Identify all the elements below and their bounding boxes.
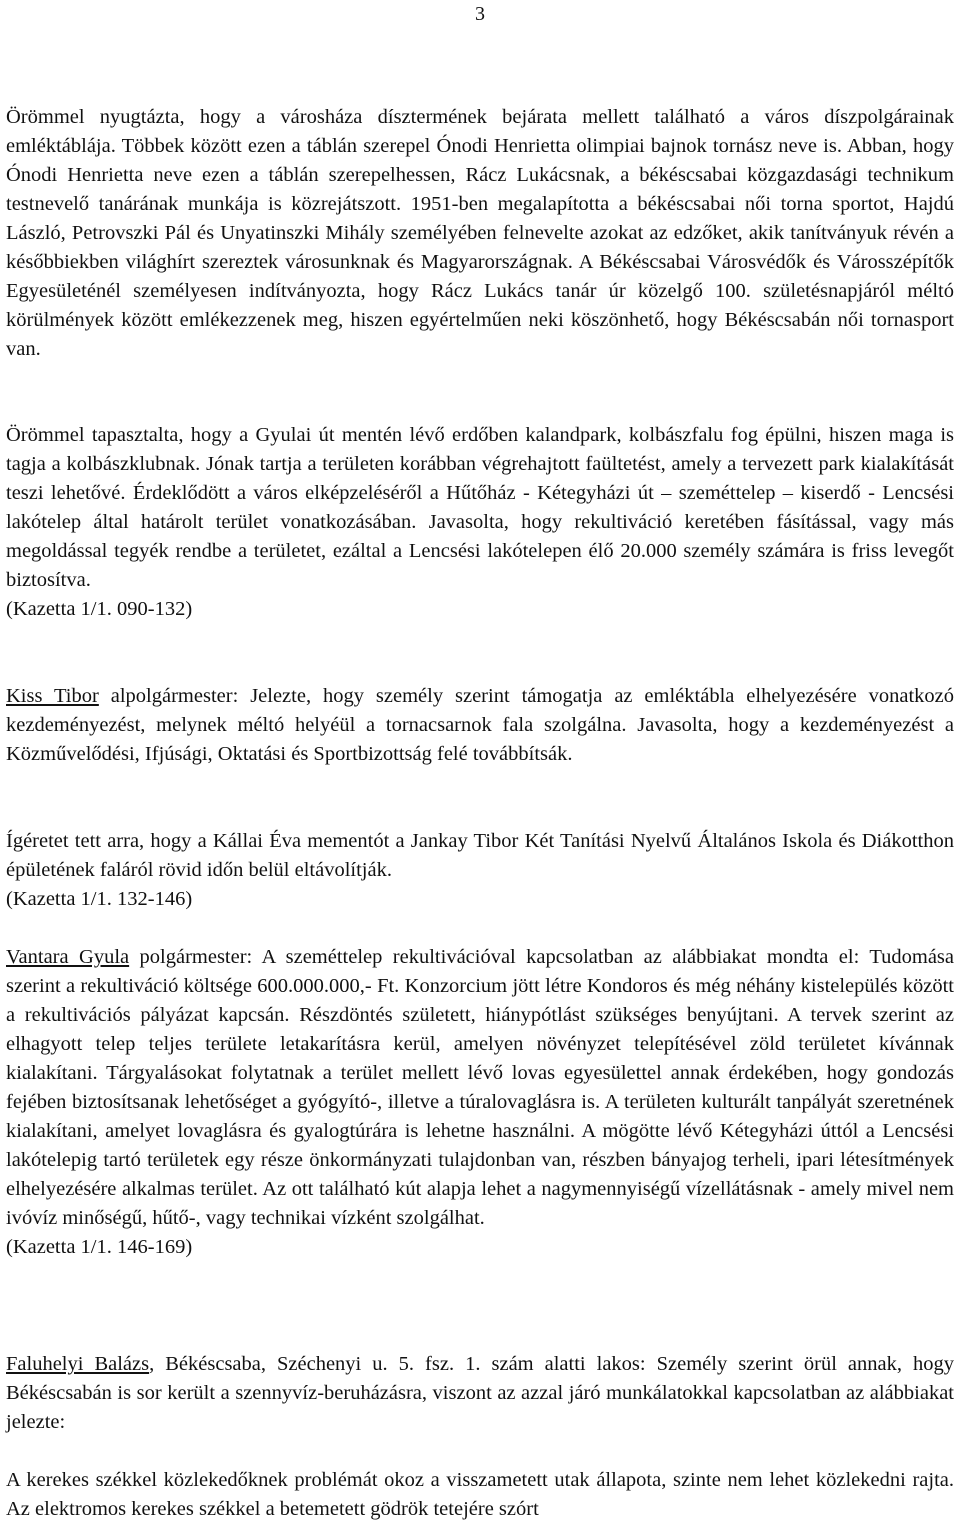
speaker-text: alpolgármester: Jelezte, hogy személy szerint támogatja az emléktábla elhelyezésére vonatkozó kezdeményezést, melynek méltó helyéül a tornacsarnok fala szolgálna. Javasolta, hogy a kezdeményezést a Közművelődési, Ifjúsági, Oktatási és Sportbizottság felé továbbítsák. [6,685,954,765]
paragraph-text: Örömmel tapasztalta, hogy a Gyulai út mentén lévő erdőben kalandpark, kolbászfalu fog épülni, hiszen maga is tagja a kolbászklubnak. Jónak tartja a területen korábban végrehajtott faültetést, amely a tervezett park kialakítását teszi lehetővé. Érdeklődött a város elképzeléséről a Hűtőház - Kétegyházi út – szeméttelep – kiserdő - Lencsési lakótelep által határolt terület vonatkozásában. Javasolta, hogy rekultiváció keretében fásítással, vagy más megoldással tegyék rendbe a területet, ezáltal a Lencsési lakótelepen élő 20.000 személy számára is friss levegőt biztosítva. [6,424,954,591]
cassette-reference: (Kazetta 1/1. 090-132) [6,598,193,620]
speaker-text: polgármester: A szeméttelep rekultivációval kapcsolatban az alábbiakat mondta el: Tudomása szerint a rekultiváció költsége 600.000.000,- Ft. Konzorcium jött létre Kondoros és még néhány kistelepülés között a rekultivációs pályázat kapcsán. Részdöntés született, hiánypótlást szükséges benyújtani. A tervek szerint az elhagyott telep teljes területe letakarításra kerül, amelyen növényzet telepítésével zöld területet kívánnak kialakítani. Tárgyalásokat folytatnak a terület mellett lévő lovas egyesülettel annak érdekében, hogy gondozás fejében biztosítsanak lehetőséget a gyógyító-, illetve a túralovaglásra is. A területen kulturált tanpályát szeretnének kialakítani, amelyet lovaglásra és gyalogtúrára is lehetne használni. A mögötte lévő Kétegyházi úttól a Lencsési lakótelepig tartó területek egy része önkormányzati tulajdonban van, részben bányajog terheli, ipari létesítmények elhelyezésére alkalmas terület. Az ott található kút alapja lehet a nagymennyiségű vízellátásnak - amely mivel nem ivóvíz minőségű, hűtő-, vagy technikai vízként szolgálhat. [6,946,954,1229]
speaker-name: Faluhelyi Balázs [6,1353,150,1375]
paragraph-text: Ígéretet tett arra, hogy a Kállai Éva mementót a Jankay Tibor Két Tanítási Nyelvű Általános Iskola és Diákotthon épületének faláról rövid időn belül eltávolítják. [6,830,954,881]
paragraph-text: A kerekes székkel közlekedőknek problémát okoz a visszametett utak állapota, szinte nem lehet közlekedni rajta. Az elektromos kerekes székkel a betemetett gödrök tetejére szórt [6,1469,954,1520]
cassette-reference: (Kazetta 1/1. 132-146) [6,888,193,910]
paragraph-faluhelyi-balazs [6,1350,954,1437]
paragraph-text: Örömmel nyugtázta, hogy a városháza dísztermének bejárata mellett található a város díszpolgárainak emléktáblája. Többek között ezen a táblán szerepel Ónodi Henrietta olimpiai bajnok tornász neve is. Abban, hogy Ónodi Henrietta neve ezen a táblán szerepelhessen, Rácz Lukácsnak, a békéscsabai közgazdasági technikum testnevelő tanárának munkája is közrejátszott. 1951-ben megalapította a békéscsabai női torna sportot, Hajdú László, Petrovszki Pál és Unyatinszki Mihály személyében felnevelte azokat az edzőket, akik tanítványuk révén a későbbiekben világhírt szereztek városunknak és Magyarországnak. A Békéscsabai Városvédők és Városszépítők Egyesületénél személyesen indítványozta, hogy Rácz Lukács tanár úr közelgő 100. születésnapjáról méltó körülmények között emlékezzenek meg, hiszen egyértelműen neki köszönhető, hogy Békéscsabán női tornasport van. [6,106,954,360]
paragraph-gyulai-ut [6,421,954,624]
speaker-text: , Békéscsaba, Széchenyi u. 5. fsz. 1. szám alatti lakos: Személy szerint örül annak, hogy Békéscsabán is sor került a szennyvíz-beruházásra, viszont az azzal járó munkálatokkal kapcsolatban az alábbiakat jelezte: [6,1353,954,1433]
page-number: 3 [475,3,485,25]
paragraph-text [6,943,954,1233]
paragraph-kallai-eva [6,827,954,914]
paragraph-emlektabla [6,103,954,364]
paragraph-vantara-gyula [6,943,954,1262]
cassette-reference: (Kazetta 1/1. 146-169) [6,1236,193,1258]
paragraph-text [6,682,954,769]
paragraph-kiss-tibor [6,682,954,769]
paragraph-kerekes-szek [6,1466,954,1524]
speaker-name: Vantara Gyula [6,946,130,968]
speaker-name: Kiss Tibor [6,685,99,707]
paragraph-text [6,1350,954,1437]
